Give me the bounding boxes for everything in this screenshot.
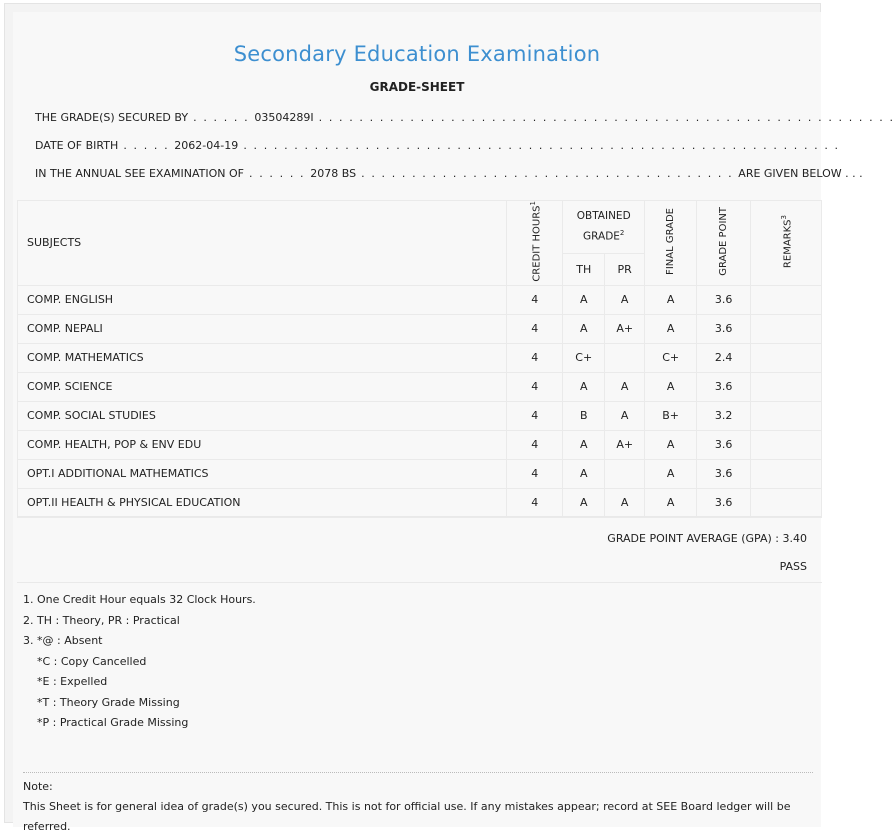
remarks-cell bbox=[751, 314, 822, 343]
th-grade-cell: A bbox=[563, 488, 605, 517]
remarks-cell bbox=[751, 343, 822, 372]
page-frame bbox=[4, 3, 895, 833]
subject-cell: COMP. MATHEMATICS bbox=[18, 343, 507, 372]
footnote-expelled: *E : Expelled bbox=[37, 675, 108, 688]
grade-point-cell: 3.6 bbox=[697, 459, 751, 488]
credit-cell: 4 bbox=[507, 343, 563, 372]
remarks-cell bbox=[751, 372, 822, 401]
secured-by-line: THE GRADE(S) SECURED BY . . . . . . 03504289I . . . . . . . . . . . . . . . . . . . . . . . . . . . . . . . . . . . . . . . . . . . . . . . . . . . . . . . . . bbox=[35, 111, 895, 124]
header-remarks: REMARKS$^3$ bbox=[751, 201, 822, 286]
note-label: Note: bbox=[23, 780, 53, 793]
secured-by-label: THE GRADE(S) SECURED BY bbox=[35, 111, 189, 124]
header-th: TH bbox=[563, 254, 605, 285]
subject-cell: OPT.II HEALTH & PHYSICAL EDUCATION bbox=[18, 488, 507, 517]
secured-by-value: 03504289I bbox=[254, 111, 314, 124]
footnote-theory-missing: *T : Theory Grade Missing bbox=[37, 695, 180, 709]
subject-cell: OPT.I ADDITIONAL MATHEMATICS bbox=[18, 459, 507, 488]
subject-cell: COMP. HEALTH, POP & ENV EDU bbox=[18, 430, 507, 459]
header-final-grade: FINAL GRADE bbox=[645, 201, 697, 286]
credit-cell: 4 bbox=[507, 372, 563, 401]
remarks-cell bbox=[751, 488, 822, 517]
footnote-th-pr: 2. TH : Theory, PR : Practical bbox=[23, 613, 180, 627]
pr-grade-cell bbox=[605, 459, 645, 488]
grades-table bbox=[17, 200, 822, 518]
footnotes bbox=[23, 590, 256, 734]
final-grade-cell: B+ bbox=[645, 401, 697, 430]
dob-value: 2062-04-19 bbox=[174, 139, 239, 152]
grade-point-cell: 3.6 bbox=[697, 285, 751, 314]
sheet-title: GRADE-SHEET bbox=[369, 80, 465, 94]
subject-cell: COMP. SCIENCE bbox=[18, 372, 507, 401]
th-grade-cell: A bbox=[563, 372, 605, 401]
footnote-credit-hour: 1. One Credit Hour equals 32 Clock Hours. bbox=[23, 593, 256, 606]
final-grade-cell: C+ bbox=[645, 343, 697, 372]
exam-suffix: ARE GIVEN BELOW . . . bbox=[738, 167, 863, 180]
table-row bbox=[18, 401, 822, 430]
grade-point-cell: 3.6 bbox=[697, 488, 751, 517]
credit-cell: 4 bbox=[507, 314, 563, 343]
header-credit-hours: CREDIT HOURS$^1$ bbox=[507, 201, 563, 286]
final-grade-cell: A bbox=[645, 285, 697, 314]
th-grade-cell: A bbox=[563, 459, 605, 488]
header-obtained-grade: OBTAINED GRADE$^2$ bbox=[563, 201, 645, 254]
exam-label: IN THE ANNUAL SEE EXAMINATION OF bbox=[35, 167, 244, 180]
exam-title: Secondary Education Examination bbox=[233, 42, 601, 66]
remarks-cell bbox=[751, 285, 822, 314]
grade-sheet bbox=[13, 12, 895, 833]
th-grade-cell: A bbox=[563, 314, 605, 343]
grade-point-cell: 3.2 bbox=[697, 401, 751, 430]
exam-value: 2078 BS bbox=[310, 167, 357, 180]
table-row bbox=[18, 285, 822, 314]
exam-line: IN THE ANNUAL SEE EXAMINATION OF . . . . . . 2078 BS . . . . . . . . . . . . . . . . . . . . . . . . . . . . . . . . . . . . . ARE GIVEN BELOW . . . bbox=[35, 167, 863, 180]
divider bbox=[17, 516, 822, 517]
header-grade-point: GRADE POINT bbox=[697, 201, 751, 286]
subject-cell: COMP. SOCIAL STUDIES bbox=[18, 401, 507, 430]
pr-grade-cell bbox=[605, 343, 645, 372]
dob-label: DATE OF BIRTH bbox=[35, 139, 119, 152]
grades-table-body bbox=[18, 285, 822, 517]
table-row bbox=[18, 314, 822, 343]
remarks-cell bbox=[751, 459, 822, 488]
gpa-label: GRADE POINT AVERAGE (GPA) : bbox=[607, 532, 779, 545]
credit-cell: 4 bbox=[507, 285, 563, 314]
th-grade-cell: A bbox=[563, 430, 605, 459]
header-subjects: SUBJECTS bbox=[18, 201, 507, 286]
table-row bbox=[18, 430, 822, 459]
pr-grade-cell: A bbox=[605, 401, 645, 430]
gpa-summary bbox=[607, 532, 807, 545]
table-row bbox=[18, 372, 822, 401]
th-grade-cell: A bbox=[563, 285, 605, 314]
final-grade-cell: A bbox=[645, 430, 697, 459]
final-grade-cell: A bbox=[645, 488, 697, 517]
header-pr: PR bbox=[605, 254, 645, 285]
subject-cell: COMP. ENGLISH bbox=[18, 285, 507, 314]
footnote-copy-cancelled: *C : Copy Cancelled bbox=[37, 654, 147, 668]
grade-point-cell: 2.4 bbox=[697, 343, 751, 372]
th-grade-cell: C+ bbox=[563, 343, 605, 372]
note-section bbox=[23, 772, 813, 837]
table-row bbox=[18, 459, 822, 488]
credit-cell: 4 bbox=[507, 459, 563, 488]
footnote-absent: 3. *@ : Absent bbox=[23, 634, 103, 647]
th-grade-cell: B bbox=[563, 401, 605, 430]
credit-cell: 4 bbox=[507, 488, 563, 517]
credit-cell: 4 bbox=[507, 430, 563, 459]
grade-point-cell: 3.6 bbox=[697, 372, 751, 401]
remarks-cell bbox=[751, 401, 822, 430]
pr-grade-cell: A+ bbox=[605, 314, 645, 343]
pr-grade-cell: A bbox=[605, 372, 645, 401]
final-grade-cell: A bbox=[645, 372, 697, 401]
result-status: PASS bbox=[779, 560, 807, 573]
dob-line: DATE OF BIRTH . . . . . 2062-04-19 . . . . . . . . . . . . . . . . . . . . . . . . . . . . . . . . . . . . . . . . . . . . . . . . . . . . . . . . . . . bbox=[35, 139, 840, 152]
divider bbox=[17, 582, 822, 583]
subject-cell: COMP. NEPALI bbox=[18, 314, 507, 343]
grade-point-cell: 3.6 bbox=[697, 430, 751, 459]
pr-grade-cell: A bbox=[605, 488, 645, 517]
final-grade-cell: A bbox=[645, 459, 697, 488]
grade-point-cell: 3.6 bbox=[697, 314, 751, 343]
table-row bbox=[18, 343, 822, 372]
pr-grade-cell: A+ bbox=[605, 430, 645, 459]
remarks-cell bbox=[751, 430, 822, 459]
gpa-value: 3.40 bbox=[782, 532, 807, 545]
footnote-practical-missing: *P : Practical Grade Missing bbox=[37, 716, 189, 729]
final-grade-cell: A bbox=[645, 314, 697, 343]
table-row bbox=[18, 488, 822, 517]
note-text: This Sheet is for general idea of grade(s) you secured. This is not for official use. If any mistakes appear; record at SEE Board ledger will be referred. bbox=[23, 800, 791, 833]
pr-grade-cell: A bbox=[605, 285, 645, 314]
credit-cell: 4 bbox=[507, 401, 563, 430]
